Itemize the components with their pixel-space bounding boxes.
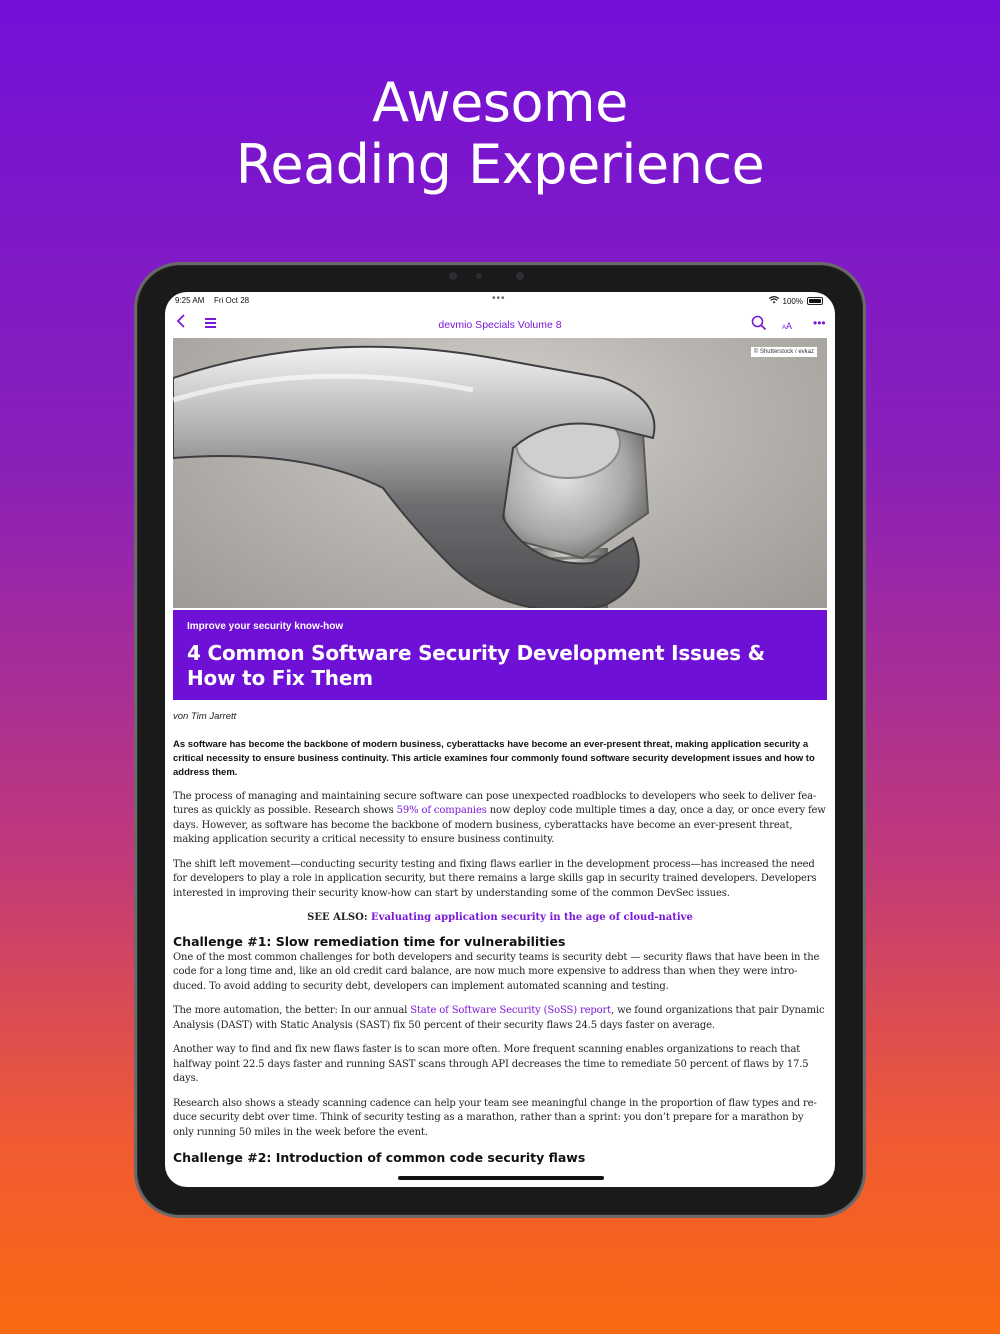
see-also-link[interactable]: Evaluating application security in the age of cloud-native: [371, 912, 693, 923]
paragraph-4: The more automation, the better: In our annual State of Software Security (SoSS) report, we found organizations that pair Dynamic Analysis (DAST) with Static Analysis (SAST) fix 50 percent of their security flaws 24.5 days faster on average.: [173, 1005, 825, 1031]
status-time: 9:25 AM: [175, 296, 205, 305]
article-author: von Tim Jarrett: [173, 711, 237, 722]
reader-navbar: [165, 310, 835, 338]
camera-lens: [476, 273, 482, 279]
wifi-icon: [769, 296, 779, 306]
status-bar: [165, 292, 835, 310]
paragraph-1: The process of managing and maintaining secure software can pose unexpected roadblocks to developers who seek to deliver features as quickly as possible. Research shows 59% of companies now deploy code multiple times a day, once a day, or once every few days. However, as software has become the backbone of modern business, cyberattacks have become an ever-present threat, making application security a critical necessity to ensure business continuity.: [173, 790, 826, 845]
article-banner: [173, 610, 827, 700]
device-screen: [165, 292, 835, 1187]
camera-dot: [449, 272, 457, 280]
battery-percent: 100%: [782, 296, 803, 306]
section-heading-2: Challenge #2: Introduction of common code security flaws: [173, 1150, 586, 1165]
paragraph-2: The shift left movement—conducting security testing and fixing flaws earlier in the development process—has increased the need for developers to play a role in application security, but there remains a large skills gap in security trained developers. Developers interested in improving their security know-how can start by understanding some of the common DevSec issues.: [173, 858, 817, 899]
article-lead: As software has become the backbone of modern business, cyberattacks have become an ever-present threat, making application security a critical necessity to ensure business continuity. This article examines four commonly found software security development issues and how to address them.: [173, 738, 815, 778]
battery-icon: [807, 297, 823, 305]
home-indicator[interactable]: [398, 1176, 604, 1180]
paragraph-5: Another way to find and fix new flaws faster is to scan more often. More frequent scanning enables organizations to reach that halfway point 22.5 days faster and running SAST scans through API decreases the time to remediate 50 percent of flaws by 17.5 days.: [173, 1044, 809, 1084]
hero-image: [173, 338, 827, 608]
article-kicker: Improve your security know-how: [187, 621, 344, 632]
search-icon[interactable]: [751, 315, 767, 336]
headline-line-2: Reading Experience: [235, 133, 765, 196]
text-size-button[interactable]: AA: [782, 321, 793, 331]
nav-title: devmio Specials Volume 8: [438, 319, 562, 331]
soss-report-link[interactable]: State of Software Security (SoSS) report: [410, 1005, 612, 1016]
photo-credit: © Shutterstock / evkaz: [751, 347, 817, 357]
section-heading-1: Challenge #1: Slow remediation time for vulnerabilities: [173, 933, 566, 949]
link-59-percent[interactable]: 59% of companies: [396, 805, 487, 816]
article-title: 4 Common Software Security Development Issues & How to Fix Them: [187, 641, 765, 690]
status-date: Fri Oct 28: [214, 296, 250, 305]
more-icon[interactable]: •••: [813, 316, 826, 330]
article-body: [173, 710, 827, 1167]
promo-headline: [0, 72, 1000, 196]
multitask-dots-icon[interactable]: •••: [492, 293, 506, 304]
sensor-dot: [516, 272, 524, 280]
wrench-bolt-illustration: [173, 338, 827, 608]
paragraph-3: One of the most common challenges for both developers and security teams is security debt — security flaws that have been in the code for a long time and, like an old credit card balance, are now much more expensive to address than when they were introduced. To avoid adding to security debt, developers can implement automated scanning and testing.: [173, 951, 820, 992]
headline-line-1: Awesome: [372, 71, 628, 134]
paragraph-6: Research also shows a steady scanning cadence can help your team see meaningful change in the proportion of flaw types and reduce security debt over time. Think of security testing as a marathon, rather than a sprint: you don’t prepare for a marathon by only running 50 miles in the week before the event.: [173, 1097, 817, 1138]
status-right: [769, 296, 823, 306]
see-also: SEE ALSO: Evaluating application security in the age of cloud-native: [307, 912, 693, 923]
camera-bar: [134, 268, 866, 282]
